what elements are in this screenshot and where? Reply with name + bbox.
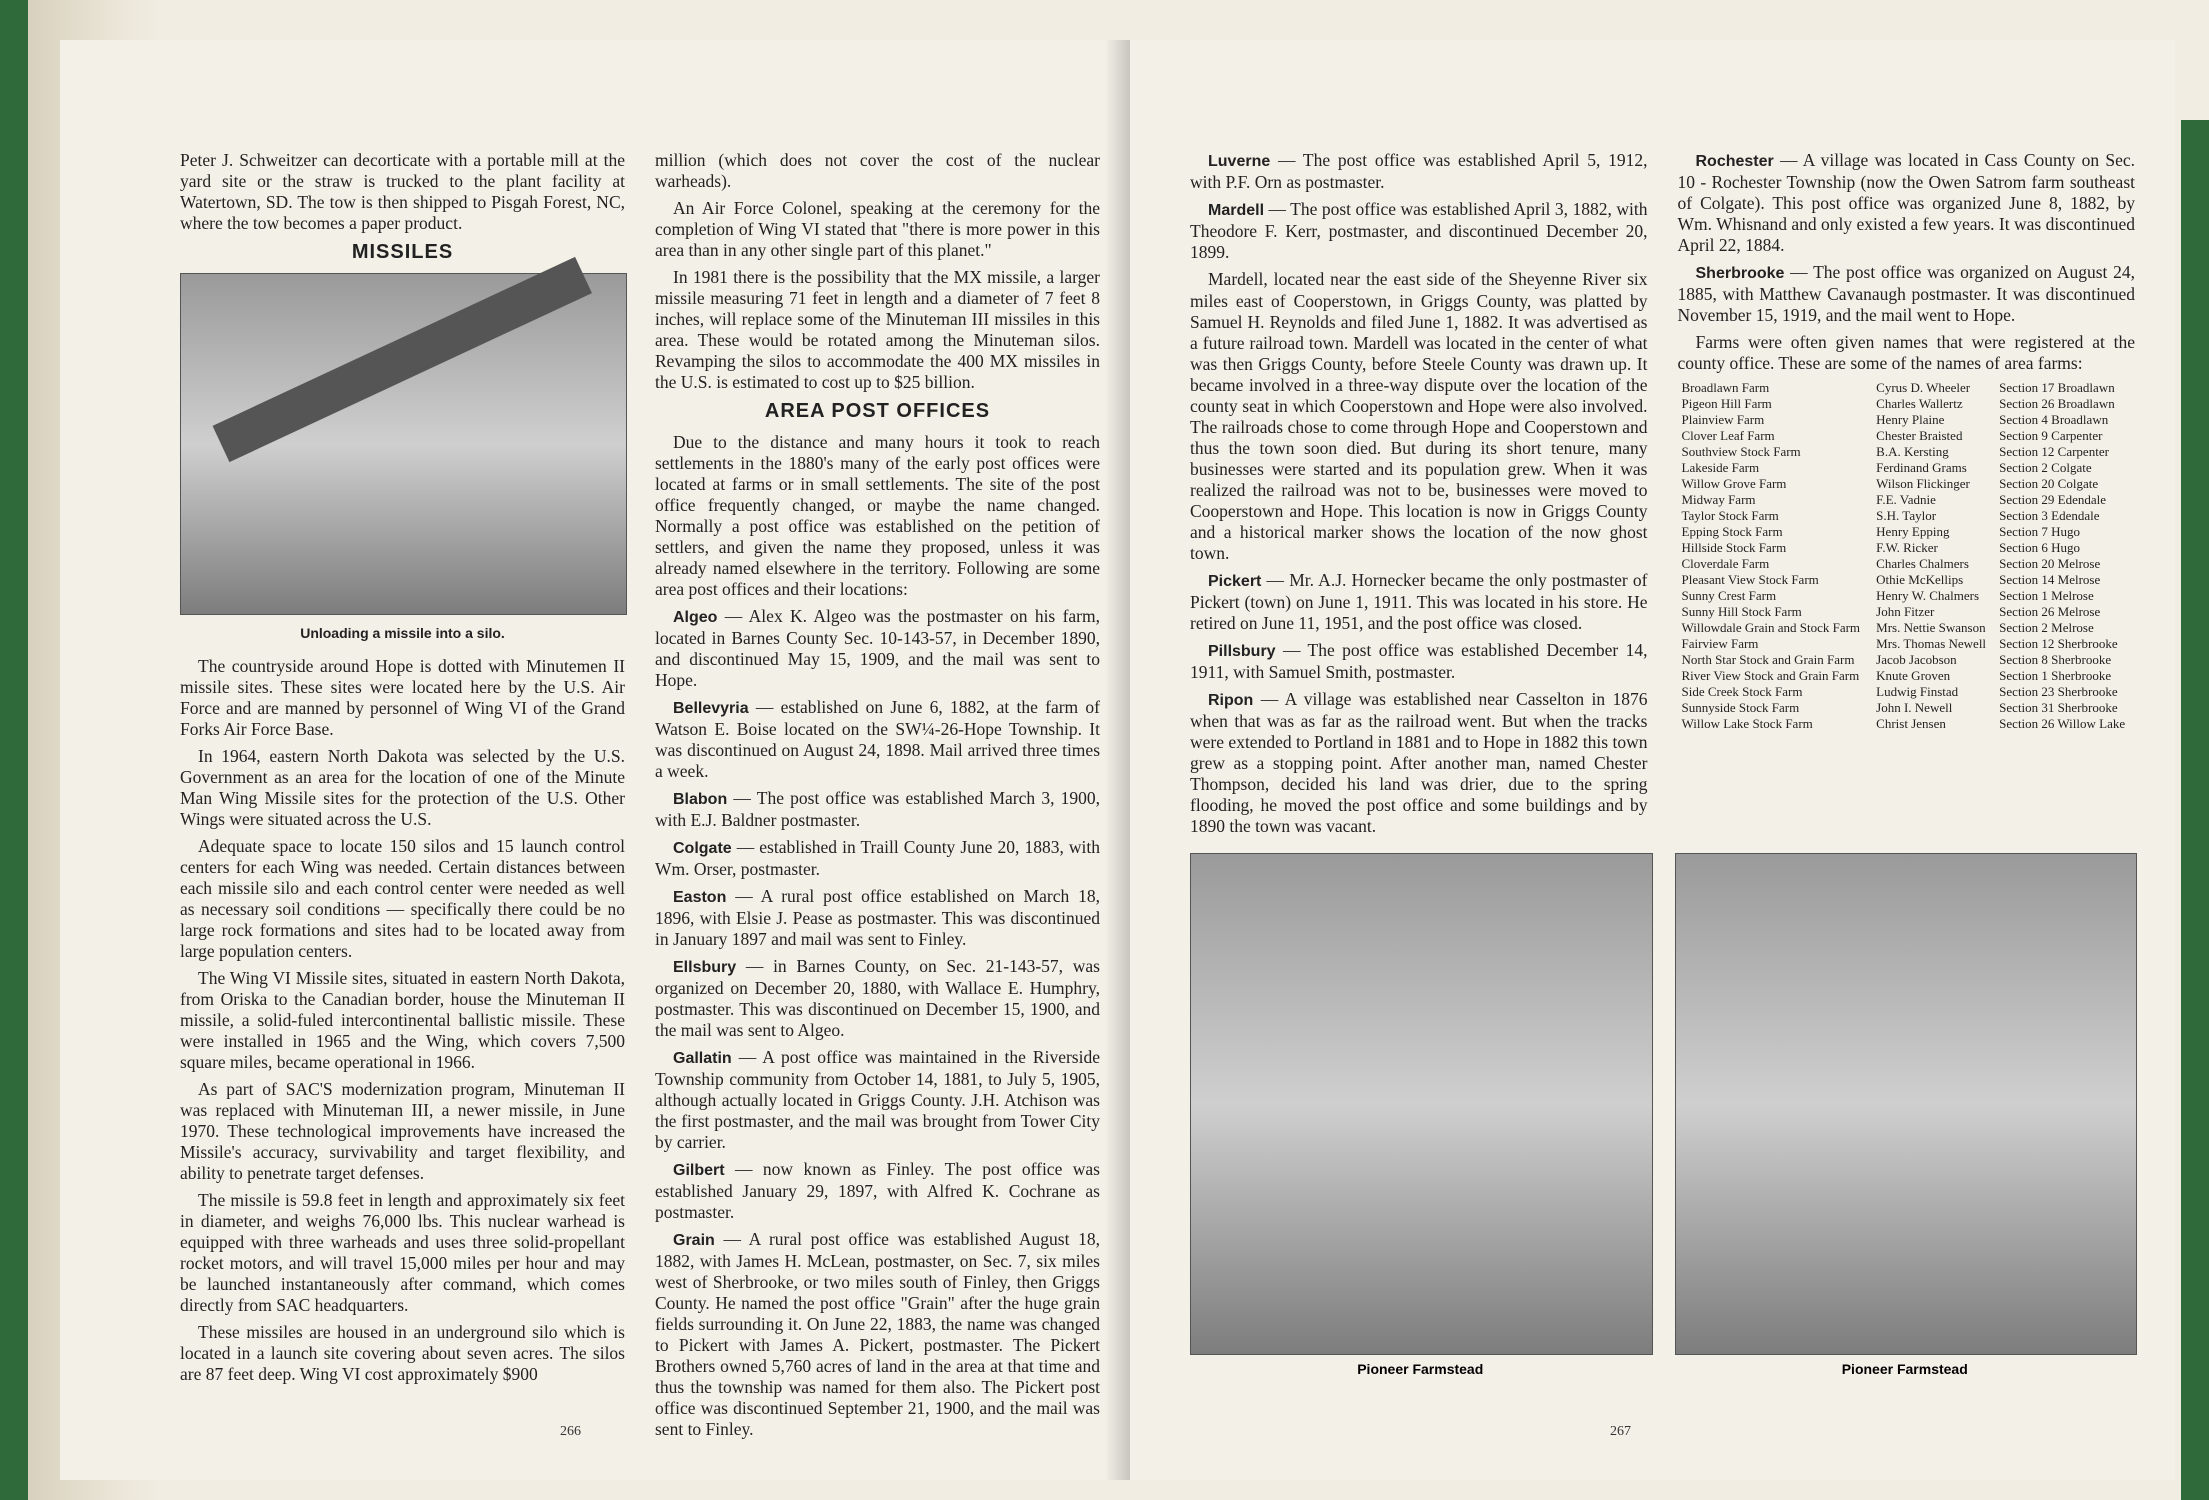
table-row (1678, 620, 2136, 636)
table-cell: Sunny Crest Farm (1681, 588, 1777, 603)
entry-name: Grain (673, 1232, 715, 1249)
table-cell: Section 26 Broadlawn (1999, 396, 2115, 411)
entry-text: Mardell, located near the east side of the Sheyenne River six miles east of Cooperstown, in Griggs County, was platted by Samuel H. Reynolds and filed June 1, 1882. It was advertised as a future railroad town. Mardell was located in the center of what was then Griggs County, before Steele County was drawn up. It became involved in a three-way dispute over the location of the county seat in which Cooperstown and Hope were also involved. The railroads chose to come through Hope and Cooperstown and thus the town soon died. But during its short tenure, many businesses were started and its population grew. When it was realized the railroad was not to be, businesses were moved to Cooperstown and Hope. This location is now in Griggs County and a historical marker shows the location of the now ghost town. (1190, 269, 1648, 563)
table-cell: John I. Newell (1876, 700, 1953, 715)
table-cell: Section 9 Carpenter (1999, 428, 2103, 443)
page-number: 267 (1610, 1424, 1631, 1439)
entry-text: — The post office was established April 3, 1882, with Theodore F. Kerr, postmaster, and discontinued December 20, 1899. (1190, 199, 1648, 262)
entry-text: — The post office was established March 3, 1900, with E.J. Baldner postmaster. (655, 788, 1100, 830)
paragraph: The missile is 59.8 feet in length and approximately six feet in diameter, and weighs 76,000 lbs. This nuclear warhead is equipped with three warheads and uses three solid-propellant rocket motors, and will travel 15,000 miles per hour and may be launched instantaneously after command, which comes directly from SAC headquarters. (180, 1190, 625, 1315)
post-office-entry (655, 697, 1100, 782)
table-row (1678, 396, 2136, 412)
table-row (1678, 444, 2136, 460)
paragraph: An Air Force Colonel, speaking at the ceremony for the completion of Wing VI stated that "there is more power in this area than in any other single part of this planet." (655, 198, 1100, 260)
table-cell: Willow Lake Stock Farm (1681, 716, 1813, 731)
table-row (1678, 652, 2136, 668)
table-cell: Section 31 Sherbrooke (1999, 700, 2118, 715)
table-cell: Mrs. Thomas Newell (1876, 636, 1987, 651)
table-cell: Section 2 Colgate (1999, 460, 2092, 475)
photo-caption: Unloading a missile into a silo. (300, 625, 505, 641)
table-cell: Fairview Farm (1681, 636, 1759, 651)
missile-illustration (213, 257, 592, 462)
table-cell: Section 8 Sherbrooke (1999, 652, 2112, 667)
table-row (1678, 540, 2136, 556)
table-cell: Section 2 Melrose (1999, 620, 2094, 635)
table-row (1678, 460, 2136, 476)
table-cell: Willow Grove Farm (1681, 476, 1787, 491)
section-heading-missiles: MISSILES (351, 241, 454, 263)
table-cell: Henry W. Chalmers (1876, 588, 1980, 603)
table-cell: Sunnyside Stock Farm (1681, 700, 1800, 715)
post-office-entry (655, 837, 1100, 880)
photo-caption: Pioneer Farmstead (1357, 1361, 1484, 1377)
post-office-entry (1678, 262, 2136, 326)
left-column-2 (655, 150, 1100, 1446)
table-row (1678, 524, 2136, 540)
table-row (1678, 380, 2136, 396)
post-office-entry (655, 788, 1100, 831)
entry-name: Blabon (673, 791, 728, 808)
post-office-entry (1190, 150, 1648, 193)
table-cell: Plainview Farm (1681, 412, 1765, 427)
right-column-1 (1190, 150, 1648, 843)
table-cell: Section 20 Melrose (1999, 556, 2101, 571)
paragraph: These missiles are housed in an underground silo which is located in a launch site covering about seven acres. The silos are 87 feet deep. Wing VI cost approximately $900 (180, 1322, 625, 1384)
table-cell: Section 4 Broadlawn (1999, 412, 2109, 427)
entry-name: Bellevyria (673, 700, 749, 717)
paragraph: Due to the distance and many hours it took to reach settlements in the 1880's many of the early post offices were located at farms or in small settlements. The site of the post office frequently changed, or maybe the name changed. Normally a post office was established on the petition of settlers, and given the name they proposed, unless it was already named elsewhere in the territory. Following are some area post offices and their locations: (655, 432, 1100, 599)
entry-name: Pickert (1208, 573, 1262, 590)
table-cell: Section 1 Sherbrooke (1999, 668, 2112, 683)
entry-text: — The post office was established April 5, 1912, with P.F. Orn as postmaster. (1190, 150, 1648, 192)
entry-text: — A rural post office was established August 18, 1882, with James H. McLean, postmaster, on Sec. 7, six miles west of Sherbrooke, or two miles south of Finley, then Griggs County. He named the post office "Grain" after the huge grain fields surrounding it. On June 22, 1883, the name was changed to Pickert with James A. Pickert, postmaster. The Pickert Brothers owned 5,760 acres of land in the area at that time and thus the township was named for them also. The Pickert post office was discontinued September 21, 1900, and the mail was sent to Finley. (655, 1229, 1100, 1439)
table-row (1678, 556, 2136, 572)
table-cell: S.H. Taylor (1876, 508, 1937, 523)
table-cell: Charles Chalmers (1876, 556, 1969, 571)
entry-text: — The post office was established December 14, 1911, with Samuel Smith, postmaster. (1190, 640, 1648, 682)
paragraph-list (655, 198, 1100, 393)
table-cell: Chester Braisted (1876, 428, 1963, 443)
entry-text: — A village was established near Casselton in 1876 when that was as far as the railroad went. But when the tracks were extended to Portland in 1881 and to Hope in 1882 this town grew as a stopping point. After another man, named Chester Thompson, decided his land was drier, due to the spring flooding, he moved the post office and some buildings and by 1890 the town was vacant. (1190, 689, 1648, 836)
post-office-entry (1190, 640, 1648, 683)
post-office-entry (655, 886, 1100, 950)
table-cell: Section 7 Hugo (1999, 524, 2081, 539)
table-row (1678, 572, 2136, 588)
post-office-entry (1190, 570, 1648, 634)
table-cell: Clover Leaf Farm (1681, 428, 1775, 443)
table-cell: Ferdinand Grams (1876, 460, 1967, 475)
table-row (1678, 604, 2136, 620)
table-row (1678, 428, 2136, 444)
entry-name: Easton (673, 889, 727, 906)
photo-caption: Pioneer Farmstead (1841, 1361, 1968, 1377)
table-row (1678, 412, 2136, 428)
entry-name: Pillsbury (1208, 643, 1276, 660)
farmstead-photos (1190, 853, 2135, 1389)
table-cell: Epping Stock Farm (1681, 524, 1783, 539)
table-cell: Section 29 Edendale (1999, 492, 2107, 507)
table-cell: Christ Jensen (1876, 716, 1946, 731)
table-cell: Section 12 Sherbrooke (1999, 636, 2118, 651)
entry-list (655, 606, 1100, 1440)
entry-text: — A post office was maintained in the Riverside Township community from October 14, 1881, to July 5, 1905, although actually located in Griggs County. J.H. Atchison was the first postmaster, and the mail was brought from Tower City by carrier. (655, 1047, 1100, 1152)
entry-text: — in Barnes County, on Sec. 21-143-57, was organized on December 20, 1880, with Wallace E. Humphry, postmaster. This was discontinued on December 15, 1900, and the mail was sent to Algeo. (655, 956, 1100, 1040)
left-column-1 (180, 150, 625, 1446)
table-row (1678, 668, 2136, 684)
table-cell: Taylor Stock Farm (1681, 508, 1779, 523)
table-cell: Charles Wallertz (1876, 396, 1963, 411)
post-office-entry (655, 1229, 1100, 1440)
right-column-2 (1678, 150, 2136, 843)
table-cell: Othie McKellips (1876, 572, 1964, 587)
farmstead-photo (1675, 853, 2138, 1355)
table-row (1678, 636, 2136, 652)
entry-name: Colgate (673, 840, 732, 857)
entry-text: — The post office was organized on August 24, 1885, with Matthew Cavanaugh postmaster. It was discontinued November 15, 1919, and the mail went to Hope. (1677, 262, 2135, 325)
table-cell: Jacob Jacobson (1876, 652, 1957, 667)
book-cover-edge (2181, 120, 2209, 1500)
table-cell: Midway Farm (1681, 492, 1756, 507)
paragraph: Farms were often given names that were registered at the county office. These are some of the names of area farms: (1677, 332, 2135, 373)
table-row (1678, 684, 2136, 700)
table-cell: John Fitzer (1876, 604, 1935, 619)
table-cell: Henry Plaine (1876, 412, 1945, 427)
entry-name: Gallatin (673, 1050, 732, 1067)
post-office-entry (655, 956, 1100, 1041)
paragraph: In 1981 there is the possibility that the MX missile, a larger missile measuring 71 feet in length and a diameter of 7 feet 8 inches, will replace some of the Minuteman III missiles in this area. These would be rotated among the Minuteman silos. Revamping the silos to accommodate the 400 MX missiles in the U.S. is estimated to cost up to $25 billion. (655, 267, 1100, 392)
table-cell: Southview Stock Farm (1681, 444, 1801, 459)
table-cell: Side Creek Stock Farm (1681, 684, 1803, 699)
left-page (60, 40, 1130, 1480)
paragraph: In 1964, eastern North Dakota was selected by the U.S. Government as an area for the location of one of the Minute Man Wing Missile sites for the protection of the U.S. Other Wings were situated across the U.S. (180, 746, 625, 829)
table-cell: Section 23 Sherbrooke (1999, 684, 2118, 699)
table-cell: Section 1 Melrose (1999, 588, 2094, 603)
table-cell: Section 3 Edendale (1999, 508, 2100, 523)
entry-text: — established in Traill County June 20, 1883, with Wm. Orser, postmaster. (655, 837, 1100, 879)
table-cell: Hillside Stock Farm (1681, 540, 1787, 555)
entry-name: Luverne (1208, 153, 1271, 170)
missile-photo (180, 273, 627, 615)
entry-name: Sherbrooke (1695, 265, 1785, 282)
entry-name: Ripon (1208, 692, 1254, 709)
table-cell: Cloverdale Farm (1681, 556, 1770, 571)
table-cell: Section 12 Carpenter (1999, 444, 2109, 459)
post-office-entry (655, 1159, 1100, 1223)
table-cell: Willowdale Grain and Stock Farm (1681, 620, 1861, 635)
table-cell: Section 26 Willow Lake (1999, 716, 2126, 731)
table-cell: Section 14 Melrose (1999, 572, 2101, 587)
table-cell: Henry Epping (1876, 524, 1950, 539)
post-office-entry (1190, 199, 1648, 263)
post-office-entry (1678, 150, 2136, 256)
table-row (1678, 588, 2136, 604)
paragraph: The countryside around Hope is dotted with Minutemen II missile sites. These sites were located here by the U.S. Air Force and are manned by personnel of Wing VI of the Grand Forks Air Force Base. (180, 656, 625, 739)
table-cell: Wilson Flickinger (1876, 476, 1970, 491)
paragraph: As part of SAC'S modernization program, Minuteman II was replaced with Minuteman III, a newer missile, in June 1970. These technological improvements have increased the Missile's accuracy, survivability and target flexibility, and ability to penetrate target defenses. (180, 1079, 625, 1183)
paragraph: Peter J. Schweitzer can decorticate with a portable mill at the yard site or the straw is trucked to the plant facility at Watertown, SD. The tow is then shipped to Pisgah Forest, NC, where the tow becomes a paper product. (180, 150, 625, 233)
table-cell: Section 17 Broadlawn (1999, 380, 2115, 395)
farms-table (1678, 380, 2136, 732)
paragraph-list (180, 656, 625, 1385)
post-office-entry (655, 1047, 1100, 1153)
entry-name: Gilbert (673, 1162, 725, 1179)
table-row (1678, 700, 2136, 716)
entry-text: — established on June 6, 1882, at the farm of Watson E. Boise located on the SW¼-26-Hope Township. It was discontinued on August 24, 1898. Mail arrived three times a week. (655, 697, 1100, 781)
paragraph: million (which does not cover the cost of the nuclear warheads). (655, 150, 1100, 191)
table-cell: North Star Stock and Grain Farm (1681, 652, 1855, 667)
entry-text: — Mr. A.J. Hornecker became the only postmaster of Pickert (town) on June 1, 1911. This was located in his store. He retired on June 11, 1951, and the post office was closed. (1190, 570, 1648, 633)
table-cell: Section 20 Colgate (1999, 476, 2099, 491)
table-cell: Mrs. Nettie Swanson (1876, 620, 1986, 635)
table-row (1678, 492, 2136, 508)
table-row (1678, 508, 2136, 524)
right-page (1130, 40, 2175, 1480)
table-cell: Pigeon Hill Farm (1681, 396, 1772, 411)
page-number: 266 (560, 1424, 581, 1439)
post-office-entry (1190, 269, 1648, 564)
table-cell: F.E. Vadnie (1876, 492, 1936, 507)
entry-name: Mardell (1208, 202, 1265, 219)
table-cell: Ludwig Finstad (1876, 684, 1959, 699)
table-cell: Section 26 Melrose (1999, 604, 2101, 619)
table-cell: Lakeside Farm (1681, 460, 1760, 475)
table-cell: River View Stock and Grain Farm (1681, 668, 1860, 683)
table-row (1678, 476, 2136, 492)
post-office-entry (1190, 689, 1648, 837)
table-cell: Knute Groven (1876, 668, 1951, 683)
farmstead-photo (1190, 853, 1653, 1355)
table-cell: F.W. Ricker (1876, 540, 1938, 555)
entry-name: Ellsbury (673, 959, 737, 976)
entry-text: — A village was located in Cass County on Sec. 10 - Rochester Township (now the Owen Satrom farm southeast of Colgate). This post office was organized June 8, 1882, by Wm. Whisnand and only existed a few years. It was discontinued April 22, 1884. (1677, 150, 2135, 255)
entry-list (1678, 150, 2136, 326)
entry-name: Rochester (1695, 153, 1774, 170)
entry-list (1190, 150, 1648, 837)
section-heading-post-offices: AREA POST OFFICES (764, 400, 991, 422)
table-cell: Pleasant View Stock Farm (1681, 572, 1819, 587)
table-cell: Cyrus D. Wheeler (1876, 380, 1971, 395)
entry-text: — now known as Finley. The post office was established January 29, 1897, with Alfred K. Cochrane as postmaster. (655, 1159, 1100, 1222)
table-cell: B.A. Kersting (1876, 444, 1949, 459)
table-cell: Section 6 Hugo (1999, 540, 2081, 555)
paragraph: Adequate space to locate 150 silos and 15 launch control centers for each Wing was needed. Certain distances between each missile silo and each control center were needed as well as necessary soil conditions — specifically there could be no large rock formations and sites had to be located away from large population centers. (180, 836, 625, 961)
table-cell: Sunny Hill Stock Farm (1681, 604, 1802, 619)
table-cell: Broadlawn Farm (1681, 380, 1770, 395)
entry-text: — Alex K. Algeo was the postmaster on his farm, located in Barnes County Sec. 10-143-57, in December 1890, and discontinued May 15, 1909, and the mail was sent to Hope. (655, 606, 1100, 690)
table-row (1678, 716, 2136, 732)
entry-name: Algeo (673, 609, 718, 626)
paragraph: The Wing VI Missile sites, situated in eastern North Dakota, from Oriska to the Canadian border, house the Minuteman II missile, a solid-fuled intercontinental ballistic missile. These were installed in 1965 and the Wing, which covers 7,500 square miles, became operational in 1966. (180, 968, 625, 1072)
post-office-entry (655, 606, 1100, 691)
entry-text: — A rural post office established on March 18, 1896, with Elsie J. Pease as postmaster. This was discontinued in January 1897 and mail was sent to Finley. (655, 886, 1100, 949)
